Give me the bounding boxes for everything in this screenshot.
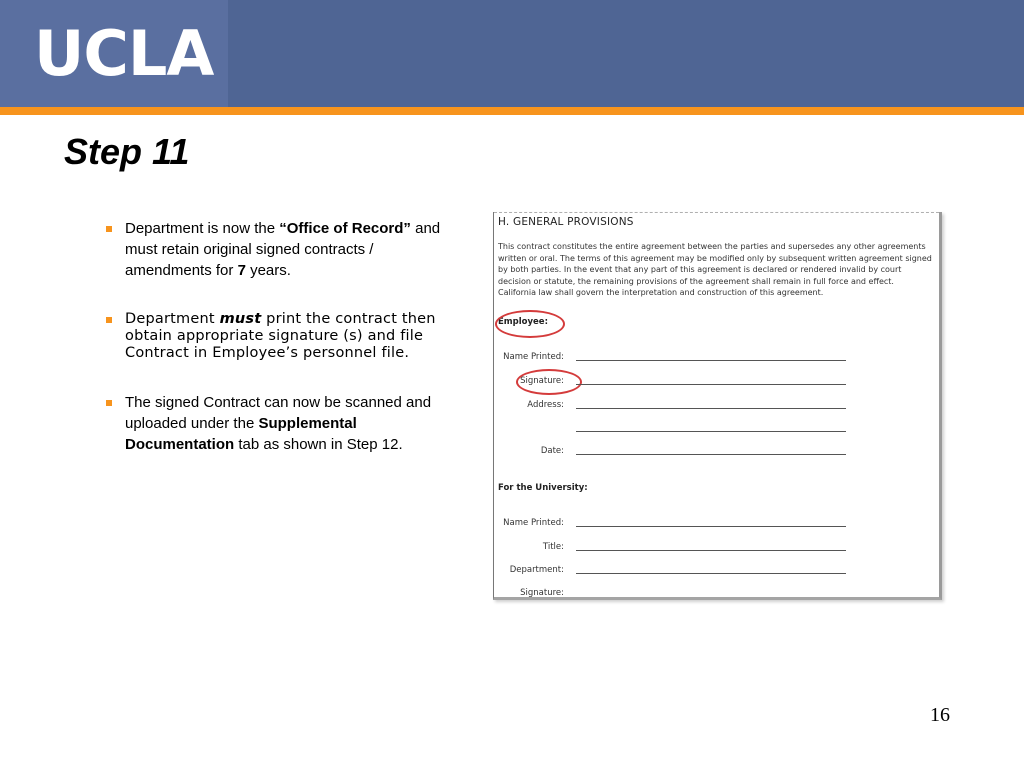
- university-department-line: [576, 573, 846, 574]
- university-name-label: Name Printed:: [503, 518, 564, 528]
- employee-address-line-2: [576, 431, 846, 432]
- employee-name-label: Name Printed:: [503, 352, 564, 362]
- slide-title: Step 11: [64, 131, 190, 172]
- bullet-marker-icon: [106, 317, 112, 323]
- employee-address-label: Address:: [527, 400, 564, 410]
- university-title-label: Title:: [542, 542, 564, 552]
- logo-panel: [0, 0, 228, 107]
- bullet-bold-text: Supplemental Documentation: [125, 415, 357, 453]
- bullet-emphasis-text: must: [219, 311, 262, 327]
- university-signature-label: Signature:: [520, 588, 564, 598]
- university-name-line: [576, 526, 846, 527]
- bullet-bold-text: “Office of Record”: [279, 220, 411, 237]
- employee-highlight-circle: [495, 310, 565, 338]
- bullet-text: and must retain original signed contracts / amendments for: [125, 220, 441, 279]
- bullet-marker-icon: [106, 400, 112, 406]
- bullet-marker-icon: [106, 226, 112, 232]
- signature-highlight-circle: [516, 369, 582, 395]
- form-paragraph: This contract constitutes the entire agreement between the parties and supersedes any other agreements written or oral. The terms of this agreement may be modified only by subsequent written agreement signed by both parties. In the event that any part of this agreement is declared or rendered invalid by court decision or statute, the remaining provisions of the agreement shall remain in full force and effect. California law shall govern the interpretation and construction of this agreement.: [498, 242, 932, 297]
- bullet-text: years.: [245, 262, 291, 279]
- employee-signature-line: [576, 384, 846, 385]
- employee-name-line: [576, 360, 846, 361]
- bullet-text: The signed Contract can now be scanned and uploaded under the: [125, 394, 432, 432]
- bullet-item: [106, 311, 456, 362]
- bullet-item: [106, 218, 456, 281]
- form-heading: H. GENERAL PROVISIONS: [498, 216, 634, 228]
- bullet-list: [106, 218, 456, 455]
- accent-bar: [0, 107, 1024, 115]
- employee-date-line: [576, 454, 846, 455]
- university-department-label: Department:: [509, 565, 564, 575]
- header-bar: [0, 0, 1024, 107]
- bullet-bold-text: 7: [237, 262, 246, 279]
- university-label: For the University:: [498, 483, 588, 493]
- contract-form-screenshot: [493, 212, 942, 600]
- bullet-item: [106, 392, 456, 455]
- bullet-text: Department: [125, 311, 220, 327]
- bullet-text: Department is now the: [125, 220, 280, 237]
- employee-date-label: Date:: [540, 446, 564, 456]
- bullet-text: print the contract then obtain appropriate signature (s) and file Contract in Employee’s personnel file.: [125, 311, 436, 361]
- ucla-logo: UCLA: [34, 17, 214, 90]
- bullet-text: tab as shown in Step 12.: [234, 436, 403, 453]
- employee-signature-label: Signature:: [520, 376, 564, 386]
- page-number: 16: [930, 704, 950, 726]
- employee-address-line: [576, 408, 846, 409]
- employee-label: Employee:: [498, 317, 548, 327]
- university-title-line: [576, 550, 846, 551]
